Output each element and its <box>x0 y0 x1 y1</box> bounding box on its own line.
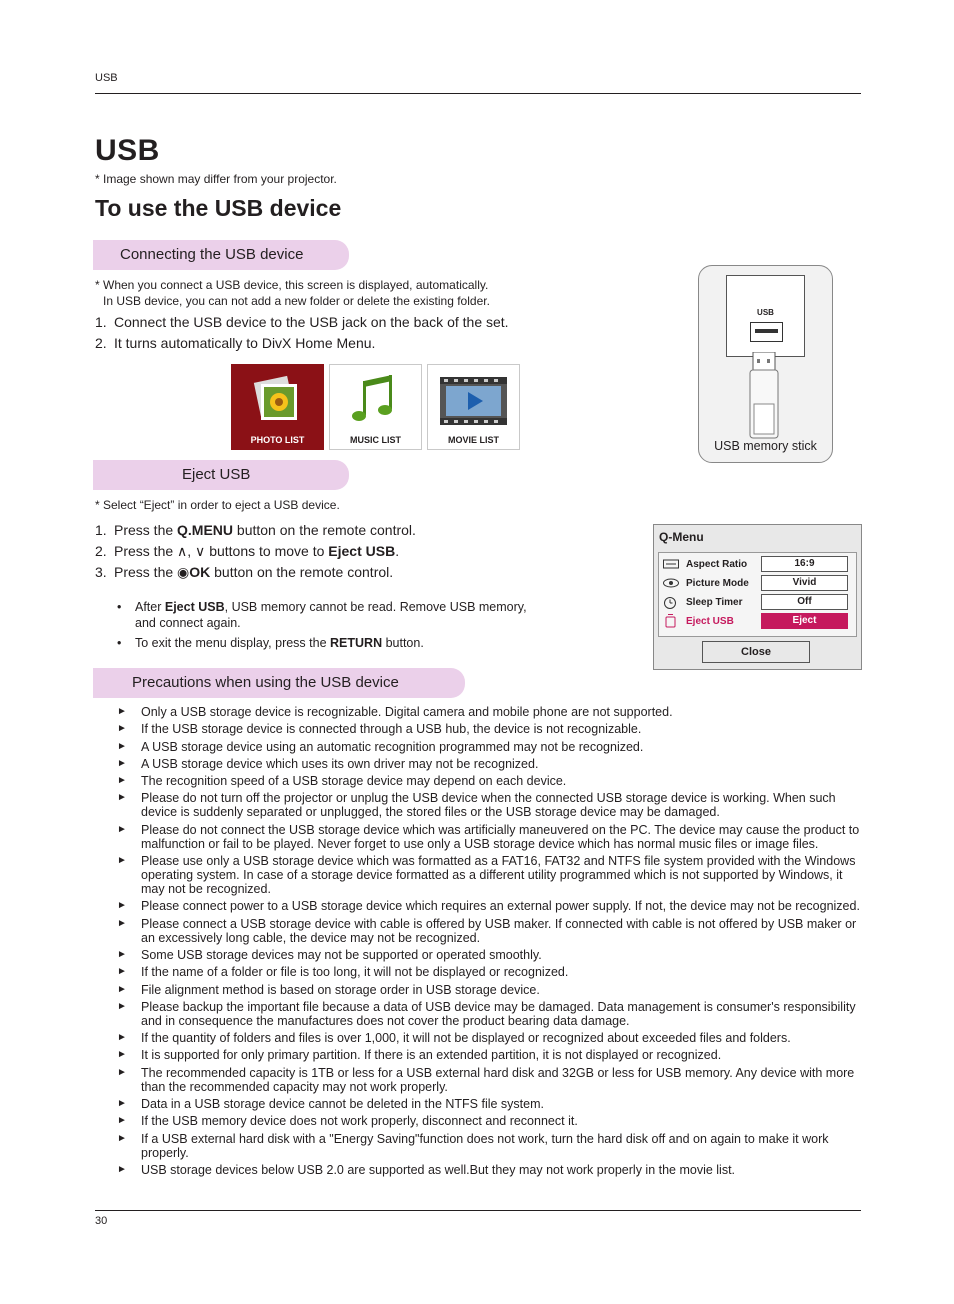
bullet-text: and connect again. <box>135 616 241 630</box>
usb-stick-icon <box>745 352 785 447</box>
bullet-arrow-icon: ► <box>117 1098 127 1110</box>
qmenu-title: Q-Menu <box>659 530 704 544</box>
precaution-item <box>117 722 862 736</box>
precaution-text: It is supported for only primary partition. If there is an extended partition, it is not displayed or recognized. <box>141 1048 722 1063</box>
usb-port-label: USB <box>757 308 774 317</box>
precaution-text: USB storage devices below USB 2.0 are supported as well.But they may not work properly in the movie list. <box>141 1162 736 1177</box>
bullet-arrow-icon: ► <box>117 983 127 995</box>
connecting-note <box>95 277 655 309</box>
connecting-note-line1: * When you connect a USB device, this screen is displayed, automatically. <box>95 278 489 292</box>
qmenu-row-value: 16:9 <box>761 556 848 572</box>
precaution-item <box>117 917 862 945</box>
precaution-text: A USB storage device which uses its own driver may not be recognized. <box>141 756 539 771</box>
music-note-icon <box>330 365 421 435</box>
connecting-step <box>95 312 655 333</box>
step-text: . <box>395 543 400 559</box>
qmenu-row-sleep-timer[interactable] <box>659 593 856 612</box>
bullet-arrow-icon: ► <box>117 1066 127 1078</box>
bullet-arrow-icon: ► <box>117 1132 127 1144</box>
qmenu-row-label: Aspect Ratio <box>686 559 748 570</box>
bullet-text: , USB memory cannot be read. Remove USB memory, <box>224 600 527 614</box>
precaution-item <box>117 705 862 719</box>
precaution-item <box>117 965 862 979</box>
movie-list-button[interactable] <box>427 364 520 450</box>
qmenu-row-value: Off <box>761 594 848 610</box>
bullet-arrow-icon: ► <box>117 706 127 717</box>
eject-heading <box>93 460 349 490</box>
precaution-item <box>117 1114 862 1128</box>
connecting-steps <box>95 312 655 354</box>
bullet-arrow-icon: ► <box>117 966 127 978</box>
precaution-text: If the USB memory device does not work properly, disconnect and reconnect it. <box>141 1114 578 1129</box>
bullet-arrow-icon: ► <box>117 948 127 960</box>
photo-list-label: PHOTO LIST <box>250 435 305 445</box>
step-number: 1. <box>95 314 107 330</box>
qmenu-button-ref: Q.MENU <box>177 522 234 538</box>
section-title: To use the USB device <box>95 195 342 221</box>
image-note: * Image shown may differ from your projector. <box>95 172 337 186</box>
precaution-item <box>117 854 862 896</box>
connecting-note-line2: In USB device, you can not add a new folder or delete the existing folder. <box>103 294 490 308</box>
precaution-text: A USB storage device using an automatic recognition programmed may not be recognized. <box>141 739 644 754</box>
precaution-text: If the name of a folder or file is too long, it will not be displayed or recognized. <box>141 965 569 980</box>
qmenu-row-label: Picture Mode <box>686 578 749 589</box>
usb-icon <box>663 614 679 628</box>
music-list-button[interactable] <box>329 364 422 450</box>
bullet-arrow-icon: ► <box>117 855 127 867</box>
connecting-heading-text: Connecting the USB device <box>120 246 304 263</box>
usb-illustration <box>698 265 833 463</box>
qmenu-row-eject-usb[interactable] <box>659 612 856 631</box>
qmenu-panel <box>653 524 862 670</box>
bullet-arrow-icon: ► <box>117 792 127 804</box>
precautions-heading-text: Precautions when using the USB device <box>132 674 399 691</box>
bullet-arrow-icon: ► <box>117 1163 127 1175</box>
qmenu-list <box>658 552 857 637</box>
bullet-arrow-icon: ► <box>117 1000 127 1012</box>
precaution-text: Only a USB storage device is recognizable. Digital camera and mobile phone are not supported. <box>141 705 673 719</box>
qmenu-row-aspect-ratio[interactable] <box>659 555 856 574</box>
connecting-step <box>95 333 655 354</box>
eject-button[interactable]: Eject <box>761 613 848 629</box>
eject-usb-ref: Eject USB <box>164 600 225 614</box>
photo-list-button[interactable] <box>231 364 324 450</box>
precaution-item <box>117 1048 862 1062</box>
precaution-item <box>117 740 862 754</box>
bullet-arrow-icon: ► <box>117 823 127 835</box>
precaution-text: Please connect power to a USB storage device which requires an external power supply. If not, the device may not be recognized. <box>141 899 860 914</box>
return-button-ref: RETURN <box>330 636 383 650</box>
eject-usb-ref: Eject USB <box>328 543 396 559</box>
qmenu-row-value: Vivid <box>761 575 848 591</box>
step-text: Press the <box>114 543 178 559</box>
precaution-text: Data in a USB storage device cannot be deleted in the NTFS file system. <box>141 1097 544 1112</box>
precaution-item <box>117 899 862 913</box>
step-number: 2. <box>95 335 107 351</box>
precaution-text: Some USB storage devices may not be supported or operated smoothly. <box>141 947 542 962</box>
eject-bullet-2 <box>117 635 567 651</box>
precaution-text: If the quantity of folders and files is over 1,000, it will not be displayed or recognized about exceeded files and folders. <box>141 1031 791 1046</box>
step-number: 3. <box>95 564 107 580</box>
precaution-item <box>117 1031 862 1045</box>
photo-icon <box>232 365 323 435</box>
step-text: It turns automatically to DivX Home Menu. <box>114 335 376 351</box>
step-number: 1. <box>95 522 107 538</box>
eject-step-2 <box>95 541 635 562</box>
usb-stick-caption: USB memory stick <box>714 439 817 453</box>
precaution-text: Please connect a USB storage device with cable is offered by USB maker. If connected with cable is not offered by USB maker or an excessively long cable, the device may not be recognized. <box>141 916 857 945</box>
precaution-text: Please do not turn off the projector or unplug the USB device when the connected USB storage device is working. When such device is suddenly separated or unplugged, the stored files or the USB storage device may be damaged. <box>141 791 836 820</box>
music-list-label: MUSIC LIST <box>350 435 401 445</box>
precaution-item <box>117 791 862 819</box>
eject-steps <box>95 520 635 583</box>
precaution-text: Please backup the important file because a data of USB device may be damaged. Data management is consumer's responsibility and in consequence the manufactures does not cover the product bearing data damage. <box>141 999 856 1028</box>
timer-icon <box>663 595 679 609</box>
precaution-text: If the USB storage device is connected through a USB hub, the device is not recognizable. <box>141 722 642 737</box>
precaution-item <box>117 1132 862 1160</box>
aspect-ratio-icon <box>663 558 679 570</box>
step-text: button on the remote control. <box>210 564 394 580</box>
precaution-item <box>117 774 862 788</box>
bullet-arrow-icon: ► <box>117 900 127 912</box>
bullet-arrow-icon: ► <box>117 1032 127 1044</box>
close-button[interactable]: Close <box>702 641 810 663</box>
precaution-text: Please do not connect the USB storage device which was artificially maneuvered on the PC. The device may cause the product to malfunction or fail to be played. Never forget to use only a USB storage device which has normal music files or image files. <box>141 822 860 851</box>
precaution-item <box>117 983 862 997</box>
step-text: Connect the USB device to the USB jack on the back of the set. <box>114 314 509 330</box>
bullet-arrow-icon: ► <box>117 740 127 752</box>
eject-bullet-1 <box>117 599 567 631</box>
movie-list-label: MOVIE LIST <box>447 435 499 445</box>
up-down-arrow-icon: ∧, ∨ <box>177 543 206 559</box>
precaution-item <box>117 1163 862 1177</box>
eject-heading-text: Eject USB <box>182 466 251 483</box>
precaution-item <box>117 1066 862 1094</box>
step-number: 2. <box>95 543 107 559</box>
bullet-arrow-icon: ► <box>117 757 127 769</box>
bullet-arrow-icon: ► <box>117 723 127 735</box>
qmenu-row-picture-mode[interactable] <box>659 574 856 593</box>
precaution-text: If a USB external hard disk with a "Energy Saving"function does not work, turn the hard disk off and on again to make it work properly. <box>141 1131 829 1160</box>
eye-icon <box>663 577 679 589</box>
page-title: USB <box>95 134 160 167</box>
precautions-heading <box>93 668 465 698</box>
ok-button-icon: ◉ <box>177 564 190 580</box>
qmenu-row-label: Sleep Timer <box>686 597 743 608</box>
bullet-text: After <box>135 600 165 614</box>
precaution-text: The recognition speed of a USB storage device may depend on each device. <box>141 774 567 789</box>
bullet-dot: • <box>117 600 122 614</box>
bullet-arrow-icon: ► <box>117 775 127 787</box>
bullet-arrow-icon: ► <box>117 917 127 929</box>
precaution-item <box>117 823 862 851</box>
eject-note: * Select “Eject” in order to eject a USB device. <box>95 498 340 512</box>
header-rule <box>95 93 861 94</box>
eject-step-1 <box>95 520 635 541</box>
projector-back-panel <box>726 275 805 357</box>
step-text: Press the <box>114 564 178 580</box>
eject-step-3 <box>95 562 635 583</box>
bullet-text: To exit the menu display, press the <box>135 636 331 650</box>
bullet-arrow-icon: ► <box>117 1049 127 1061</box>
precaution-text: The recommended capacity is 1TB or less for a USB external hard disk and 32GB or less for USB memory. Any device with more than the recommended capacity may not work properly. <box>141 1065 855 1094</box>
footer-rule <box>95 1210 861 1211</box>
running-header: USB <box>95 72 118 84</box>
step-text: button on the remote control. <box>233 522 416 538</box>
connecting-heading <box>93 240 349 270</box>
precautions-list <box>117 705 862 1180</box>
bullet-text: button. <box>382 636 424 650</box>
page-number: 30 <box>95 1215 108 1227</box>
qmenu-row-label: Eject USB <box>686 616 734 627</box>
bullet-dot: • <box>117 636 122 650</box>
precaution-item <box>117 757 862 771</box>
precaution-text: Please use only a USB storage device which was formatted as a FAT16, FAT32 and NTFS file system provided with the Windows operating system. In case of a storage device formatted as a different utility programmed which is not supported by Windows, it may not be recognized. <box>141 854 856 897</box>
precaution-text: File alignment method is based on storage order in USB storage device. <box>141 982 540 997</box>
precaution-item <box>117 948 862 962</box>
usb-port <box>750 322 783 342</box>
step-text: Press the <box>114 522 178 538</box>
ok-button-ref: OK <box>189 564 211 580</box>
step-text: buttons to move to <box>205 543 329 559</box>
bullet-arrow-icon: ► <box>117 1115 127 1127</box>
precaution-item <box>117 1000 862 1028</box>
precaution-item <box>117 1097 862 1111</box>
film-icon <box>428 365 519 435</box>
